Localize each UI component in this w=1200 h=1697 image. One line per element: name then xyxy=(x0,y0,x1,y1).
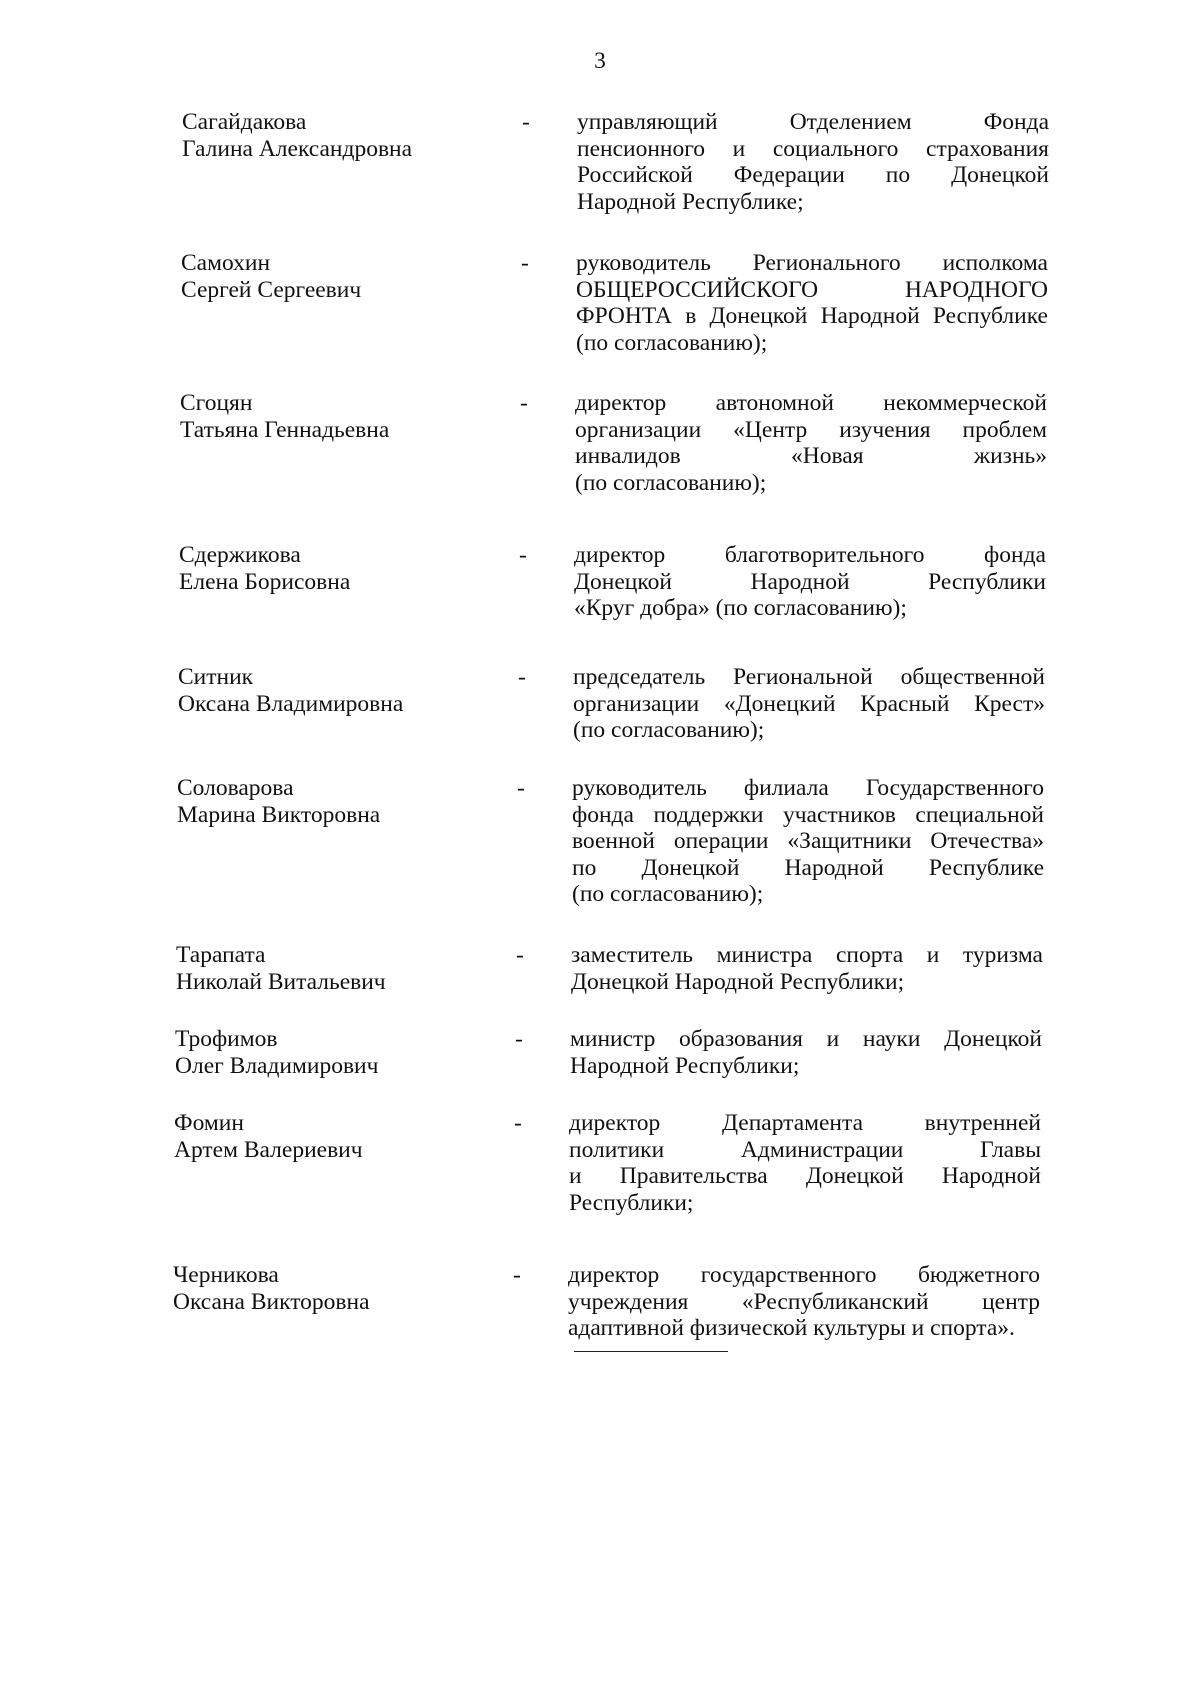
position-line: директор государственного бюджетного xyxy=(568,1262,1040,1288)
position-line: руководитель филиала Государственного xyxy=(572,775,1044,801)
position-line: Донецкой Народной Республики; xyxy=(571,968,905,995)
position-line: и Правительства Донецкой Народной xyxy=(569,1163,1041,1189)
member-position xyxy=(568,1262,1040,1342)
member-name xyxy=(182,109,482,162)
position-line: пенсионного и социального страхования xyxy=(577,135,1049,162)
member-given-names: Сергей Сергеевич xyxy=(181,276,362,303)
position-line: управляющий Отделением Фонда xyxy=(577,109,1049,135)
member-surname: Самохин xyxy=(181,250,271,276)
member-given-names: Олег Владимирович xyxy=(175,1052,379,1079)
member-position xyxy=(570,1026,1042,1079)
member-given-names: Оксана Викторовна xyxy=(173,1288,370,1315)
separator-dash: - xyxy=(520,390,528,416)
member-surname: Сгоцян xyxy=(180,390,253,416)
member-name xyxy=(181,250,481,303)
position-line: директор автономной некоммерческой xyxy=(575,390,1047,416)
separator-dash: - xyxy=(517,775,525,801)
position-line: инвалидов «Новая жизнь» xyxy=(575,443,1047,469)
member-position xyxy=(577,109,1049,215)
separator-dash: - xyxy=(513,1262,521,1288)
position-line: директор благотворительного фонда xyxy=(574,542,1046,568)
member-given-names: Оксана Владимировна xyxy=(178,690,404,717)
position-line: (по согласованию); xyxy=(575,469,767,496)
member-given-names: Татьяна Геннадьевна xyxy=(180,416,390,443)
member-surname: Фомин xyxy=(174,1110,244,1136)
separator-dash: - xyxy=(519,542,527,568)
position-line: Донецкой Народной Республики xyxy=(574,568,1046,595)
member-name xyxy=(178,664,478,717)
member-name xyxy=(176,942,476,995)
member-surname: Тарапата xyxy=(176,942,266,968)
position-line: директор Департамента внутренней xyxy=(569,1110,1041,1136)
position-line: ОБЩЕРОССИЙСКОГО НАРОДНОГО xyxy=(576,276,1048,303)
member-given-names: Николай Витальевич xyxy=(176,968,386,995)
position-line: Республики; xyxy=(569,1189,694,1216)
member-surname: Черникова xyxy=(173,1262,279,1288)
member-name xyxy=(179,542,479,595)
member-name xyxy=(174,1110,474,1163)
position-line: учреждения «Республиканский центр xyxy=(568,1288,1040,1315)
position-line: (по согласованию); xyxy=(576,329,768,356)
member-surname: Сагайдакова xyxy=(182,109,307,135)
separator-dash: - xyxy=(518,664,526,690)
position-line: военной операции «Защитники Отечества» xyxy=(572,828,1044,854)
member-given-names: Галина Александровна xyxy=(182,135,413,162)
position-line: политики Администрации Главы xyxy=(569,1136,1041,1163)
member-surname: Ситник xyxy=(178,664,254,690)
separator-dash: - xyxy=(516,942,524,968)
position-line: Народной Республики; xyxy=(570,1052,800,1079)
position-line: «Круг добра» (по согласованию); xyxy=(574,595,907,621)
member-position xyxy=(573,664,1045,744)
member-given-names: Артем Валериевич xyxy=(174,1136,363,1163)
member-position xyxy=(571,942,1043,995)
member-name xyxy=(173,1262,473,1315)
member-position xyxy=(575,390,1047,496)
member-position xyxy=(572,775,1044,908)
member-given-names: Марина Викторовна xyxy=(177,801,381,828)
member-surname: Соловарова xyxy=(177,775,294,801)
end-rule xyxy=(574,1351,728,1352)
position-line: по Донецкой Народной Республике xyxy=(572,854,1044,881)
member-position xyxy=(576,250,1048,356)
position-line: (по согласованию); xyxy=(572,881,764,907)
member-name xyxy=(175,1026,475,1079)
position-line: Народной Республике; xyxy=(577,188,804,215)
position-line: (по согласованию); xyxy=(573,717,765,743)
position-line: фонда поддержки участников специальной xyxy=(572,801,1044,828)
position-line: министр образования и науки Донецкой xyxy=(570,1026,1042,1052)
position-line: организации «Донецкий Красный Крест» xyxy=(573,690,1045,717)
position-line: ФРОНТА в Донецкой Народной Республике xyxy=(576,303,1048,329)
member-surname: Сдержикова xyxy=(179,542,301,568)
position-line: заместитель министра спорта и туризма xyxy=(571,942,1043,968)
member-given-names: Елена Борисовна xyxy=(179,568,351,595)
position-line: руководитель Регионального исполкома xyxy=(576,250,1048,276)
page-number: 3 xyxy=(594,48,606,74)
member-position xyxy=(569,1110,1041,1216)
separator-dash: - xyxy=(521,250,529,276)
member-surname: Трофимов xyxy=(175,1026,278,1052)
separator-dash: - xyxy=(514,1110,522,1136)
member-name xyxy=(177,775,477,828)
separator-dash: - xyxy=(515,1026,523,1052)
position-line: Российской Федерации по Донецкой xyxy=(577,162,1049,188)
member-position xyxy=(574,542,1046,622)
position-line: председатель Региональной общественной xyxy=(573,664,1045,690)
member-name xyxy=(180,390,480,443)
position-line: организации «Центр изучения проблем xyxy=(575,416,1047,443)
separator-dash: - xyxy=(522,109,530,135)
position-line: адаптивной физической культуры и спорта». xyxy=(568,1315,1015,1341)
